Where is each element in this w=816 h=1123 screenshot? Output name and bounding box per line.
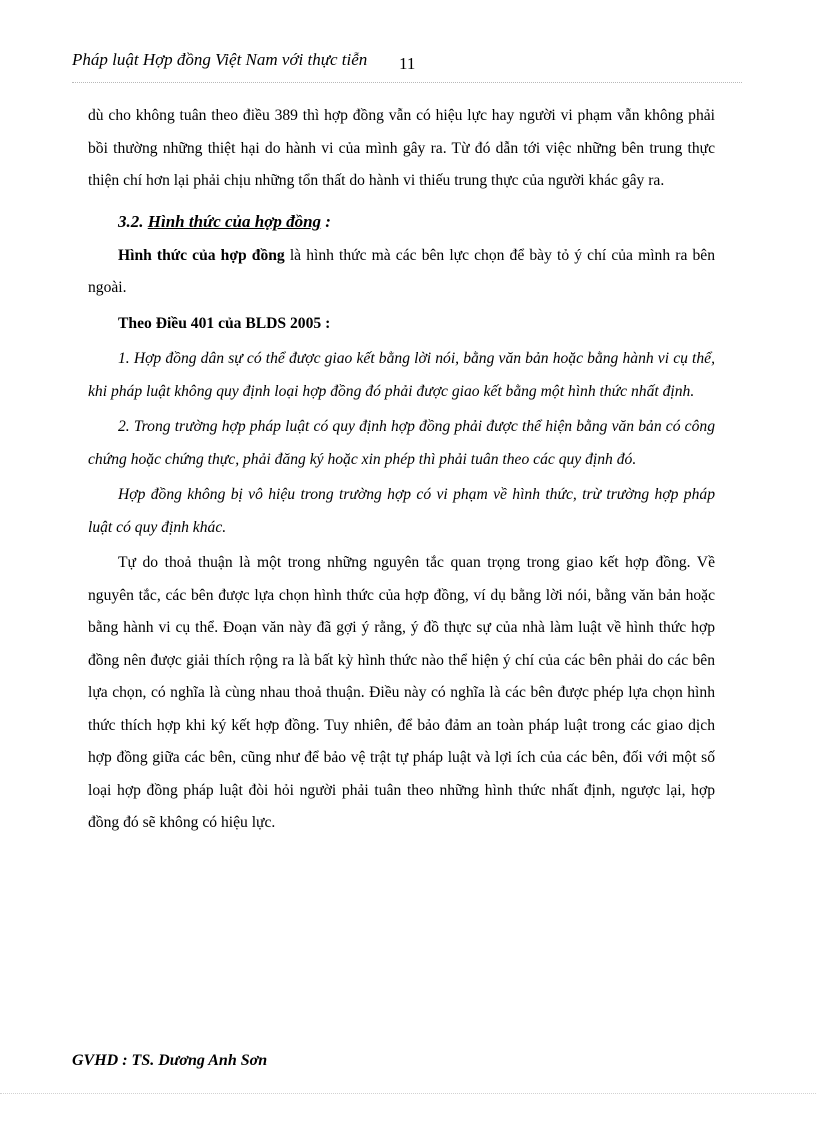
section-number: 3.2. [118, 211, 148, 231]
article-clause-3: Hợp đồng không bị vô hiệu trong trường hợp có vi phạm về hình thức, trừ trường hợp pháp luật có quy định khác. [88, 486, 715, 536]
paragraph-continuation: dù cho không tuân theo điều 389 thì hợp đồng vẫn có hiệu lực hay người vi phạm vẫn không phải bồi thường những thiệt hại do hành vi của mình gây ra. Từ đó dẫn tới việc những bên trung thực thiện chí hơn lại phải chịu những tổn thất do hành vi thiếu trung thực của người khác gây ra. [88, 107, 715, 189]
page-footer: GVHD : TS. Dương Anh Sơn [72, 1052, 268, 1069]
section-suffix: : [321, 211, 331, 231]
definition-text: là hình thức mà các bên lực chọn để bày tỏ ý chí của mình ra bên ngoài. [88, 246, 715, 296]
header-divider [72, 82, 742, 83]
definition-term: Hình thức của hợp đồng [118, 246, 285, 264]
article-reference: Theo Điều 401 của BLDS 2005 : [118, 314, 331, 332]
article-clause-2: 2. Trong trường hợp pháp luật có quy định hợp đồng phải được thể hiện bằng văn bản có công chứng hoặc chứng thực, phải đăng ký hoặc xin phép thì phải tuân theo các quy định đó. [88, 418, 715, 468]
article-clause-1: 1. Hợp đồng dân sự có thể được giao kết bằng lời nói, bằng văn bản hoặc bằng hành vi cụ thể, khi pháp luật không quy định loại hợp đồng đó phải được giao kết bằng một hình thức nhất định. [88, 350, 715, 400]
main-content [88, 100, 715, 840]
page-header [72, 50, 432, 80]
paragraph-definition [88, 240, 715, 305]
footer-divider [0, 1093, 816, 1094]
section-heading [118, 206, 715, 238]
header-title: Pháp luật Hợp đồng Việt Nam với thực tiễn [72, 50, 368, 69]
page-number: 11 [399, 54, 416, 73]
paragraph-analysis: Tự do thoả thuận là một trong những nguyên tắc quan trọng trong giao kết hợp đồng. Về nguyên tắc, các bên được lựa chọn hình thức của hợp đồng, ví dụ bằng lời nói, bằng văn bản hoặc bằng hành vi cụ thể. Đoạn văn này đã gợi ý rằng, ý đồ thực sự của nhà làm luật về hình thức hợp đồng nên được giải thích rộng ra là bất kỳ hình thức nào thể hiện ý chí của các bên phải do các bên lựa chọn, có nghĩa là cùng nhau thoả thuận. Điều này có nghĩa là các bên được phép lựa chọn hình thức thích hợp khi ký kết hợp đồng. Tuy nhiên, để bảo đảm an toàn pháp luật trong các giao dịch hợp đồng giữa các bên, cũng như để bảo vệ trật tự pháp luật và lợi ích của các bên, đối với một số loại hợp đồng pháp luật đòi hỏi người phải tuân theo những hình thức nhất định, ngược lại, hợp đồng đó sẽ không có hiệu lực. [88, 554, 715, 831]
section-title: Hình thức của hợp đồng [147, 211, 322, 231]
